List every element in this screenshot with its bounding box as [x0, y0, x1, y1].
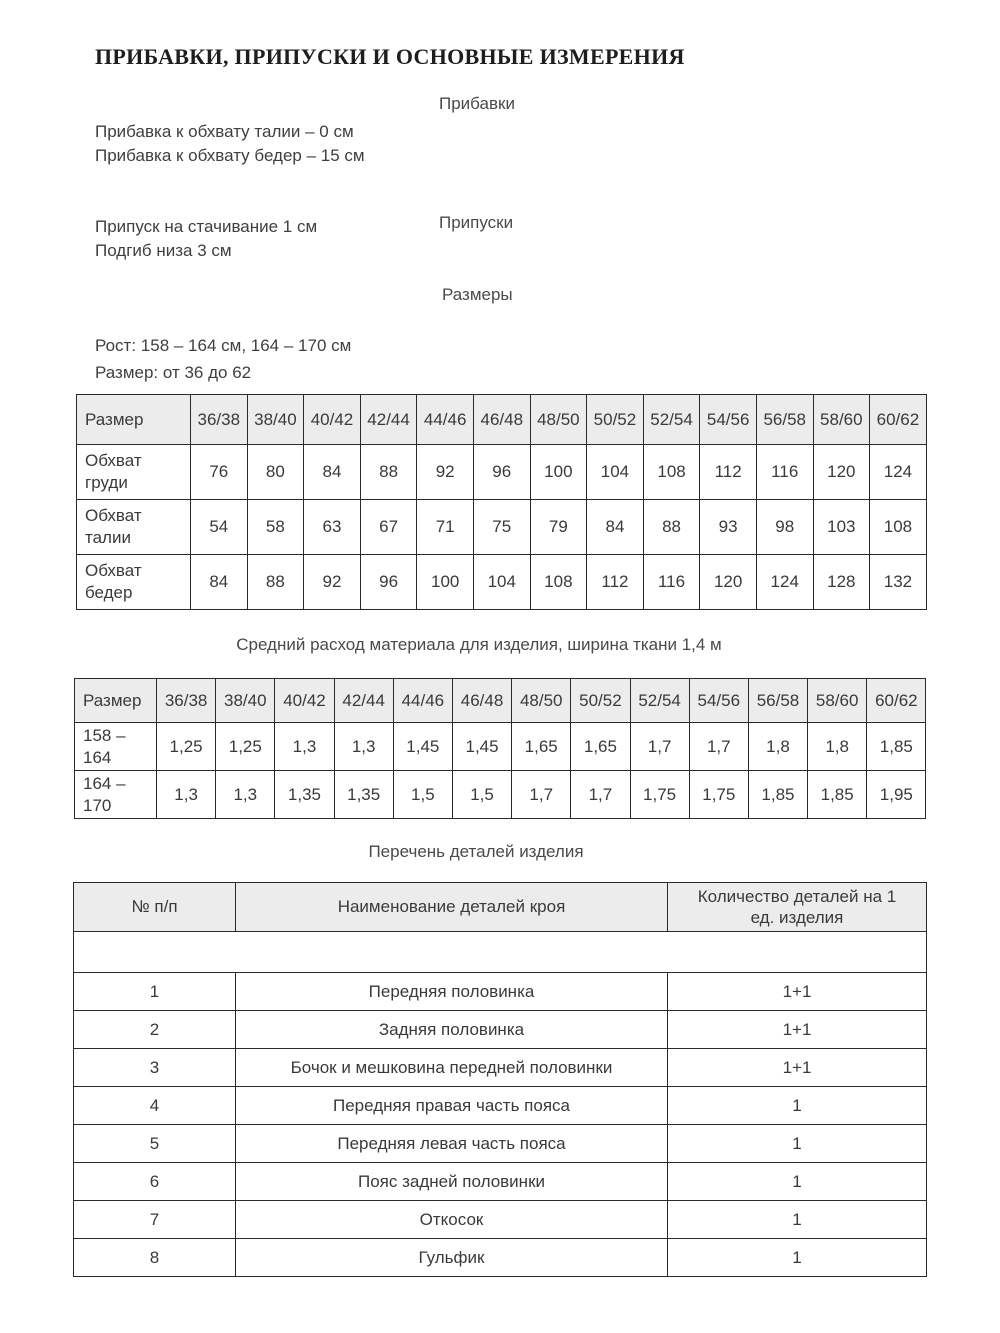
row-count: 1 — [668, 1125, 927, 1163]
table-cell: 75 — [473, 500, 530, 555]
header-label: Размер — [77, 395, 191, 445]
parts-list-table — [73, 882, 927, 1277]
table-cell: 124 — [870, 445, 927, 500]
table-row — [74, 1163, 927, 1201]
header-num: № п/п — [74, 883, 236, 932]
size-header-cell: 56/58 — [756, 395, 813, 445]
size-header-cell: 38/40 — [247, 395, 304, 445]
table-cell: 93 — [700, 500, 757, 555]
size-header-cell: 40/42 — [275, 679, 334, 723]
table-cell: 1,45 — [393, 723, 452, 771]
table-cell: 1,85 — [808, 771, 867, 819]
table-cell: 1,85 — [748, 771, 807, 819]
size-header-cell: 40/42 — [304, 395, 361, 445]
table-cell: 128 — [813, 555, 870, 610]
row-label — [77, 445, 191, 500]
table-cell: 103 — [813, 500, 870, 555]
row-name: Пояс задней половинки — [236, 1163, 668, 1201]
table-cell: 108 — [870, 500, 927, 555]
row-num: 5 — [74, 1125, 236, 1163]
size-header-cell: 60/62 — [870, 395, 927, 445]
table-cell: 1,3 — [157, 771, 216, 819]
size-header-cell: 50/52 — [587, 395, 644, 445]
row-label-line1: Обхват — [85, 561, 142, 580]
row-label-line1: Обхват — [85, 451, 142, 470]
table-row — [75, 723, 926, 771]
table-cell: 1,25 — [216, 723, 275, 771]
row-count: 1 — [668, 1239, 927, 1277]
table-cell: 1,35 — [334, 771, 393, 819]
table-cell: 124 — [756, 555, 813, 610]
size-header-cell: 50/52 — [571, 679, 630, 723]
table-cell: 88 — [643, 500, 700, 555]
row-label-line2: талии — [85, 528, 131, 547]
table-row — [74, 1125, 927, 1163]
table-header-row — [74, 883, 927, 932]
material-consumption-table — [74, 678, 926, 819]
table-row-blank — [74, 932, 927, 973]
sizes-heading: Размеры — [442, 285, 513, 304]
size-header-cell: 38/40 — [216, 679, 275, 723]
table-header-row — [75, 679, 926, 723]
header-name: Наименование деталей кроя — [236, 883, 668, 932]
table-cell: 1,3 — [334, 723, 393, 771]
table-cell: 96 — [473, 445, 530, 500]
table-row — [77, 555, 927, 610]
table-cell: 1,8 — [808, 723, 867, 771]
table-cell: 1,3 — [275, 723, 334, 771]
size-header-cell: 36/38 — [157, 679, 216, 723]
size-header-cell: 58/60 — [808, 679, 867, 723]
table-cell: 1,7 — [571, 771, 630, 819]
row-name: Передняя левая часть пояса — [236, 1125, 668, 1163]
table-row — [74, 1201, 927, 1239]
size-header-cell: 52/54 — [630, 679, 689, 723]
blank-cell — [74, 932, 927, 973]
table-cell: 84 — [304, 445, 361, 500]
size-header-cell: 48/50 — [512, 679, 571, 723]
table-cell: 108 — [530, 555, 587, 610]
row-label-line2: 170 — [83, 795, 112, 815]
page-title: ПРИБАВКИ, ПРИПУСКИ И ОСНОВНЫЕ ИЗМЕРЕНИЯ — [95, 44, 685, 69]
table-cell: 1,8 — [748, 723, 807, 771]
table-cell: 54 — [191, 500, 248, 555]
row-name: Задняя половинка — [236, 1011, 668, 1049]
header-count-line1: Количество деталей на 1 — [697, 887, 897, 906]
table-cell: 116 — [643, 555, 700, 610]
row-name: Передняя половинка — [236, 973, 668, 1011]
table-cell: 63 — [304, 500, 361, 555]
table-cell: 104 — [473, 555, 530, 610]
allowances-heading: Прибавки — [439, 94, 515, 113]
table-cell: 1,7 — [630, 723, 689, 771]
row-count: 1 — [668, 1087, 927, 1125]
table-row — [74, 1239, 927, 1277]
table-row — [74, 1049, 927, 1087]
row-num: 6 — [74, 1163, 236, 1201]
size-header-cell: 52/54 — [643, 395, 700, 445]
row-count: 1+1 — [668, 1049, 927, 1087]
table-cell: 80 — [247, 445, 304, 500]
table-cell: 1,7 — [689, 723, 748, 771]
table-cell: 1,25 — [157, 723, 216, 771]
table-cell: 1,7 — [512, 771, 571, 819]
row-num: 4 — [74, 1087, 236, 1125]
table-cell: 79 — [530, 500, 587, 555]
table-cell: 112 — [587, 555, 644, 610]
size-header-cell: 54/56 — [700, 395, 757, 445]
row-label — [75, 723, 157, 771]
row-num: 2 — [74, 1011, 236, 1049]
row-label-line2: бедер — [85, 583, 133, 602]
table-cell: 116 — [756, 445, 813, 500]
table-row — [74, 973, 927, 1011]
table-cell: 88 — [247, 555, 304, 610]
table-cell: 1,75 — [630, 771, 689, 819]
row-name: Бочок и мешковина передней половинки — [236, 1049, 668, 1087]
table-cell: 1,5 — [393, 771, 452, 819]
table-row — [77, 500, 927, 555]
size-measurements-table — [76, 394, 927, 610]
table-cell: 1,65 — [512, 723, 571, 771]
row-name: Передняя правая часть пояса — [236, 1087, 668, 1125]
table-cell: 1,45 — [452, 723, 511, 771]
row-name: Гульфик — [236, 1239, 668, 1277]
row-label — [77, 555, 191, 610]
table-cell: 84 — [587, 500, 644, 555]
row-num: 1 — [74, 973, 236, 1011]
table-cell: 120 — [813, 445, 870, 500]
row-label-line2: 164 — [83, 747, 112, 767]
size-header-cell: 42/44 — [360, 395, 417, 445]
size-header-cell: 48/50 — [530, 395, 587, 445]
row-count: 1+1 — [668, 1011, 927, 1049]
row-count: 1 — [668, 1201, 927, 1239]
table-cell: 1,95 — [867, 771, 926, 819]
table-cell: 112 — [700, 445, 757, 500]
height-line: Рост: 158 – 164 см, 164 – 170 см — [95, 336, 352, 355]
size-header-cell: 46/48 — [452, 679, 511, 723]
table-cell: 1,35 — [275, 771, 334, 819]
table-cell: 76 — [191, 445, 248, 500]
header-label: Размер — [75, 679, 157, 723]
table-cell: 1,5 — [452, 771, 511, 819]
row-num: 8 — [74, 1239, 236, 1277]
size-header-cell: 42/44 — [334, 679, 393, 723]
table-cell: 100 — [417, 555, 474, 610]
table-cell: 108 — [643, 445, 700, 500]
row-count: 1+1 — [668, 973, 927, 1011]
table-cell: 132 — [870, 555, 927, 610]
table-row — [74, 1087, 927, 1125]
table-cell: 98 — [756, 500, 813, 555]
header-count-line2: ед. изделия — [750, 908, 844, 927]
table-row — [77, 445, 927, 500]
table-row — [75, 771, 926, 819]
table-cell: 104 — [587, 445, 644, 500]
table-cell: 96 — [360, 555, 417, 610]
row-label-line1: 158 – — [83, 725, 126, 745]
row-name: Откосок — [236, 1201, 668, 1239]
hem-allowance-line: Подгиб низа 3 см — [95, 241, 232, 260]
table-cell: 92 — [304, 555, 361, 610]
table-cell: 1,75 — [689, 771, 748, 819]
size-header-cell: 60/62 — [867, 679, 926, 723]
table-cell: 71 — [417, 500, 474, 555]
table-cell: 100 — [530, 445, 587, 500]
allowance-hips: Прибавка к обхвату бедер – 15 см — [95, 146, 365, 165]
row-label-line1: 164 – — [83, 773, 126, 793]
table-cell: 120 — [700, 555, 757, 610]
table-row — [74, 1011, 927, 1049]
row-count: 1 — [668, 1163, 927, 1201]
table-cell: 67 — [360, 500, 417, 555]
allowance-waist: Прибавка к обхвату талии – 0 см — [95, 122, 354, 141]
table-cell: 1,85 — [867, 723, 926, 771]
size-header-cell: 44/46 — [417, 395, 474, 445]
seam-allowance-line: Припуск на стачивание 1 см — [95, 217, 318, 236]
table-cell: 1,3 — [216, 771, 275, 819]
table-cell: 88 — [360, 445, 417, 500]
size-header-cell: 44/46 — [393, 679, 452, 723]
parts-caption: Перечень деталей изделия — [368, 842, 584, 861]
size-header-cell: 46/48 — [473, 395, 530, 445]
size-header-cell: 54/56 — [689, 679, 748, 723]
header-count — [668, 883, 927, 932]
size-range-line: Размер: от 36 до 62 — [95, 363, 252, 382]
table-cell: 58 — [247, 500, 304, 555]
table-cell: 84 — [191, 555, 248, 610]
table-cell: 1,65 — [571, 723, 630, 771]
row-label — [75, 771, 157, 819]
size-header-cell: 36/38 — [191, 395, 248, 445]
table-header-row — [77, 395, 927, 445]
size-header-cell: 58/60 — [813, 395, 870, 445]
row-label — [77, 500, 191, 555]
row-num: 7 — [74, 1201, 236, 1239]
row-label-line1: Обхват — [85, 506, 142, 525]
table-cell: 92 — [417, 445, 474, 500]
row-num: 3 — [74, 1049, 236, 1087]
material-caption: Средний расход материала для изделия, ширина ткани 1,4 м — [236, 635, 722, 654]
seam-allowances-heading: Припуски — [439, 213, 514, 232]
size-header-cell: 56/58 — [748, 679, 807, 723]
row-label-line2: груди — [85, 473, 128, 492]
